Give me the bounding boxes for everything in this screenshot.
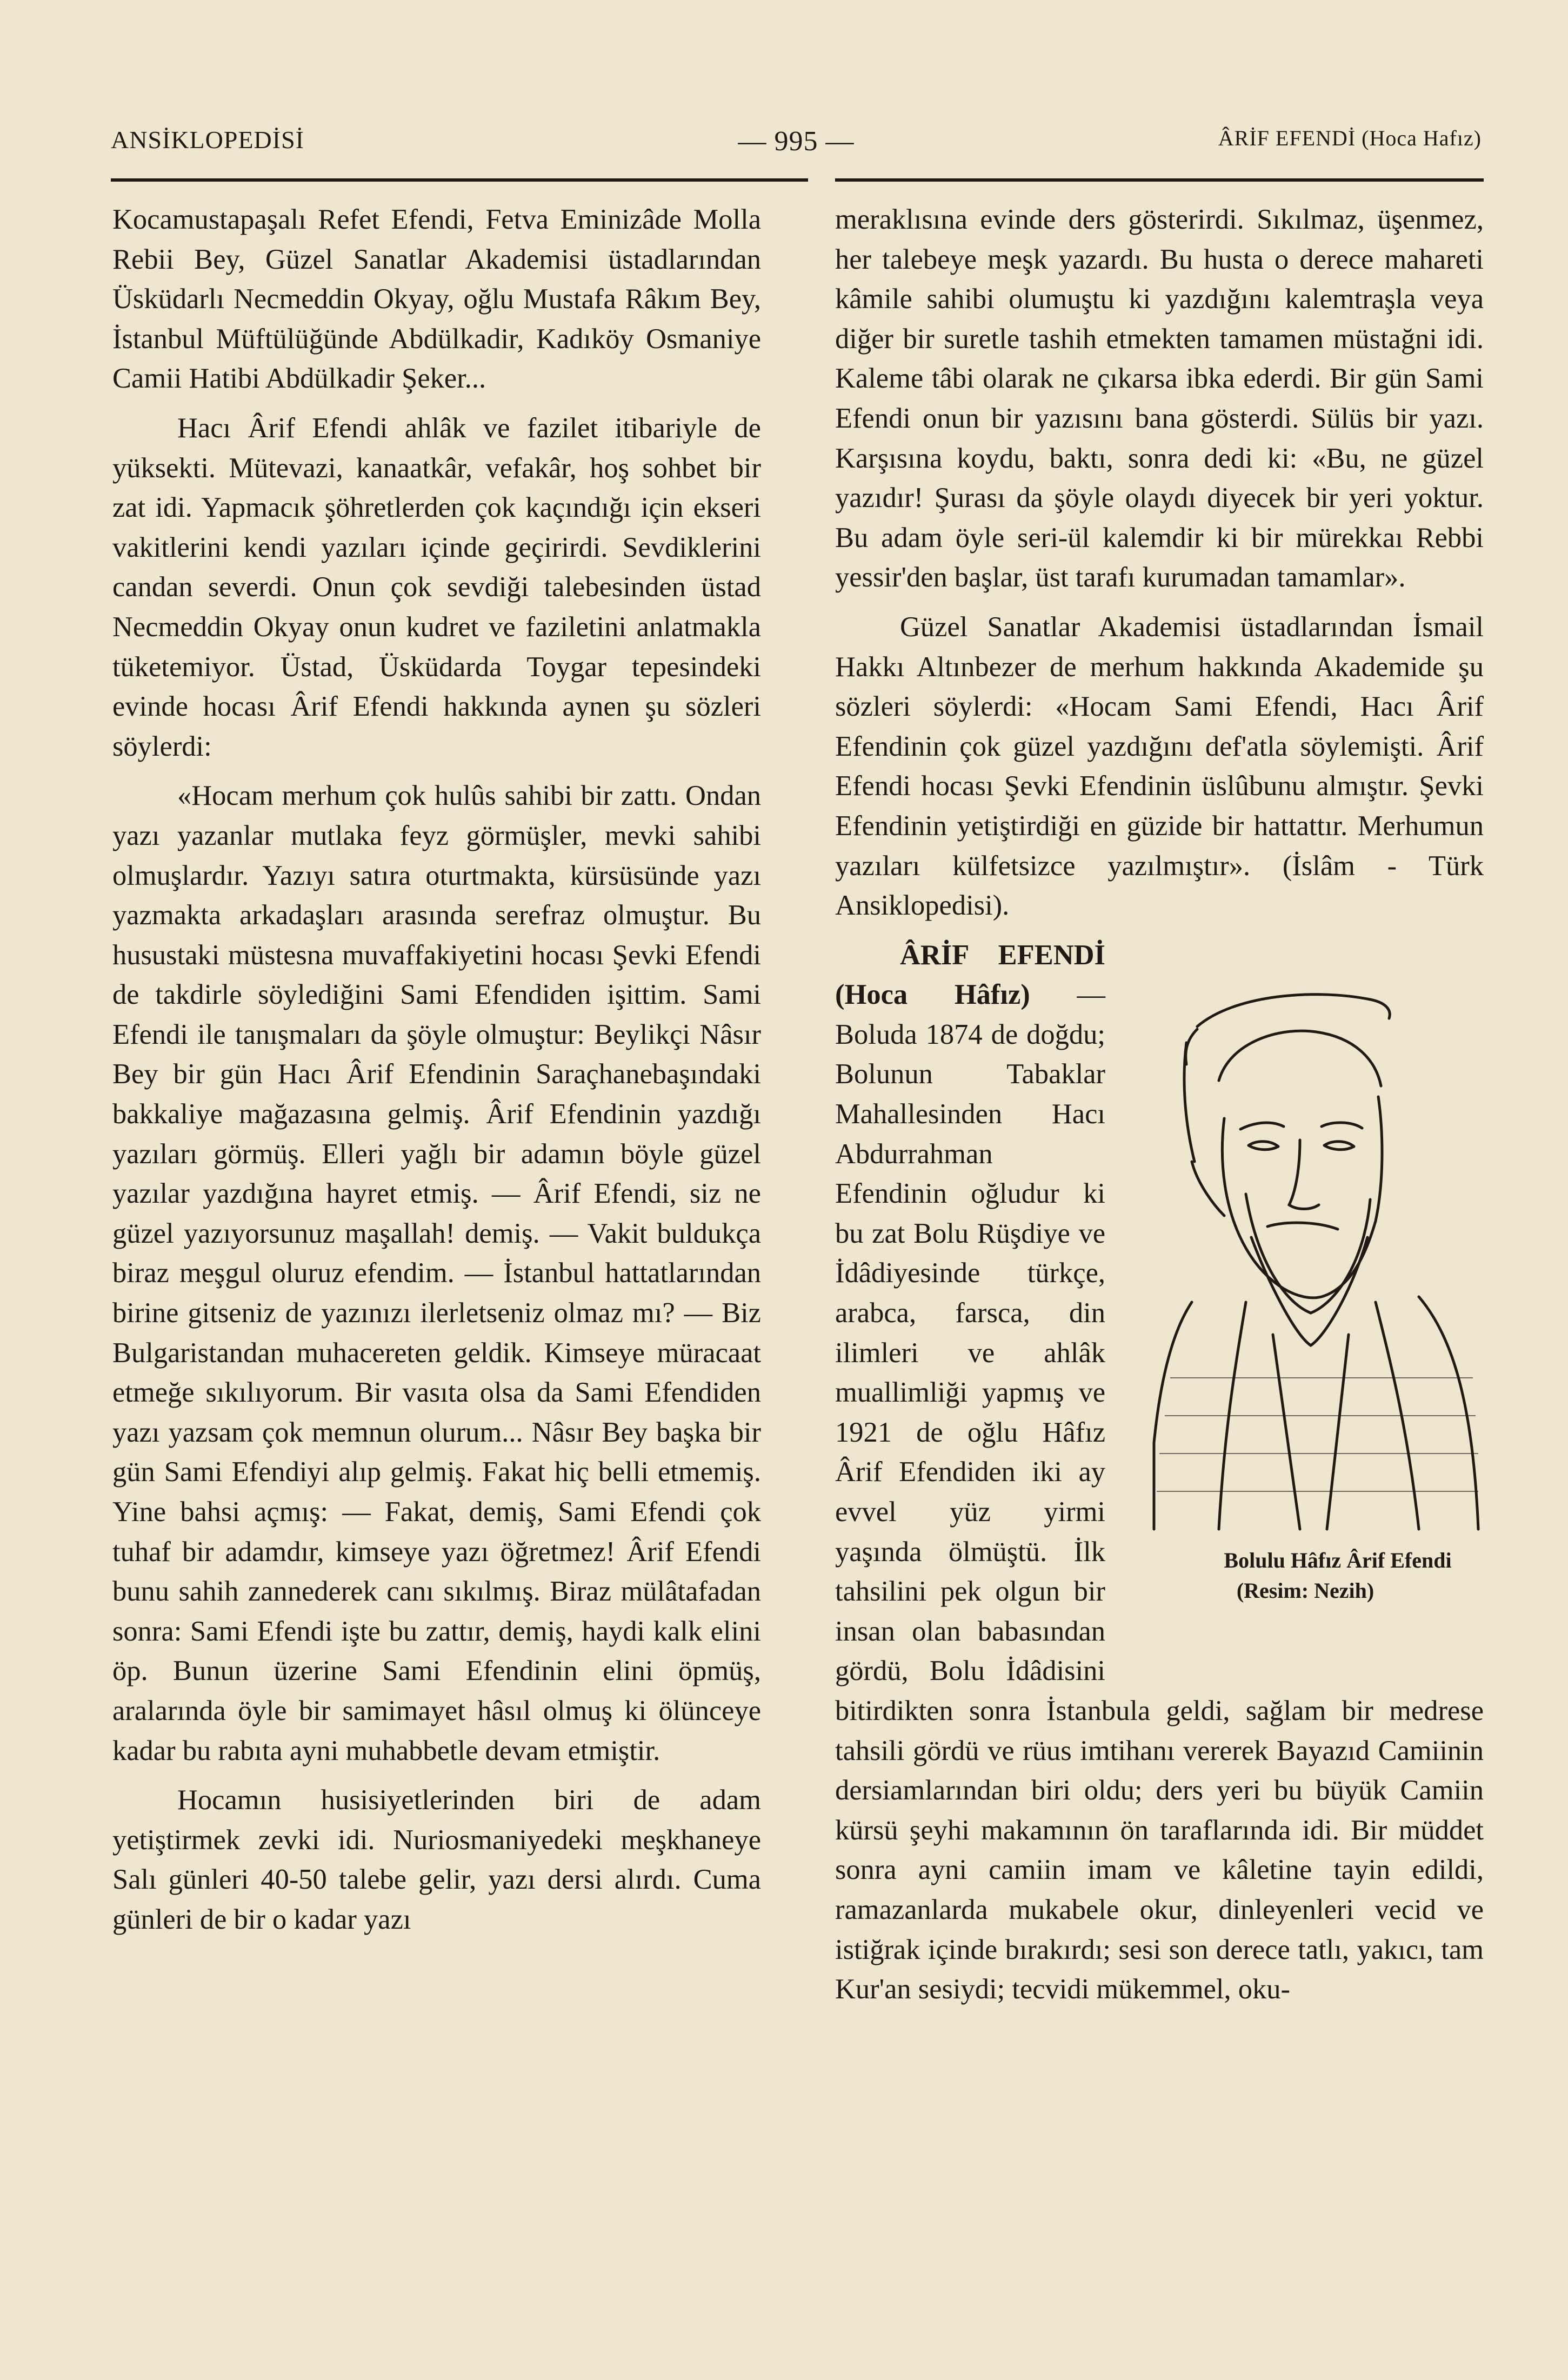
paragraph: Güzel Sanatlar Akademisi üstadlarından İsmail Hakkı Altınbezer de merhum hakkında Akademide şu sözleri söylerdi: «Hocam Sami Efendi, Hacı Ârif Efendinin çok güzel yazdığını def'atla söylemişti. Ârif Efendi hocası Şevki Efendinin üslûbunu almıştır. Şevki Efendinin yetiştirdiği en güzide bir hattattır. Merhumun yazıları külfetsizce yazılmıştır». (İslâm - Türk Ansiklopedisi). bbox=[835, 611, 1484, 922]
paragraph: Kocamustapaşalı Refet Efendi, Fetva Eminizâde Molla Rebii Bey, Güzel Sanatlar Akademisi üstadlarından Üsküdarlı Necmeddin Okyay, oğlu Mustafa Râkım Bey, İstanbul Müftülüğünde Abdülkadir, Kadıköy Osmaniye Camii Hatibi Abdülkadir Şeker... bbox=[112, 204, 761, 395]
paragraph: meraklısına evinde ders gösterirdi. Sıkılmaz, üşenmez, her talebeye meşk yazardı. Bu husta o derece mahareti kâmile sahibi olumuştu ki yazdığını kalemtraşla veya diğer bir suretle tashih etmekten tamamen müstağni idi. Kaleme tâbi olarak ne çıkarsa ibka ederdi. Bir gün Sami Efendi onun bir yazısını bana gösterdi. Sülüs bir yazı. Karşısına koydu, baktı, sonra dedi ki: «Bu, ne güzel yazıdır! Şurası da şöyle olaydı diyecek bir yeri yoktur. Bu adam öyle seri-ül kalemdir ki bir mürekkaı Rebbi yessir'den başlar, üst tarafı kurumadan tamamlar». bbox=[835, 204, 1484, 594]
header-rule-left bbox=[111, 178, 808, 182]
header-right: ÂRİF EFENDİ (Hoca Hafız) bbox=[1218, 126, 1482, 150]
figure bbox=[1127, 940, 1484, 1691]
entry-paragraph bbox=[835, 936, 1484, 2010]
page-number: — 995 — bbox=[738, 126, 855, 157]
left-column bbox=[112, 200, 761, 1950]
right-column bbox=[835, 200, 1484, 2019]
portrait-illustration bbox=[1138, 956, 1484, 1535]
header-rule-right bbox=[835, 178, 1484, 182]
paragraph: Hacı Ârif Efendi ahlâk ve fazilet itibariyle de yüksekti. Mütevazi, kanaatkâr, vefakâr, hoş sohbet bir zat idi. Yapmacık şöhretlerden çok kaçındığı için ekseri vakitlerini kendi yazıları içinde geçirirdi. Sevdiklerini candan severdi. Onun çok sevdiği talebesinden üstad Necmeddin Okyay onun kudret ve faziletini anlatmakla tüketemiyor. Üstad, Üsküdarda Toygar tepesindeki evinde hocası Ârif Efendi hakkında aynen şu sözleri söylerdi: bbox=[112, 412, 761, 762]
portrait-caption: Bolulu Hâfız Ârif Efendi (Resim: Nezih) bbox=[1224, 1548, 1452, 1603]
page-header bbox=[111, 125, 1482, 163]
entry-title: ÂRİF EFENDİ (Hoca Hâfız) bbox=[835, 939, 1105, 1011]
paragraph: «Hocam merhum çok hulûs sahibi bir zattı. Ondan yazı yazanlar mutlaka feyz görmüşler, mevki sahibi olmuşlardır. Yazıyı satıra oturtmakta, kürsüsünde yazı yazmakta arkadaşları arasında serefraz olmuştur. Bu husustaki müstesna muvaffakiyetini hocası Şevki Efendi de takdirle söylediğini Sami Efendiden işittim. Sami Efendi ile tanışmaları da şöyle olmuştur: Beylikçi Nâsır Bey bir gün Hacı Ârif Efendinin Saraçhanebaşındaki bakkaliye mağazasına gelmiş. Ârif Efendinin yazdığı yazıları görmüş. Elleri yağlı bir adamın böyle güzel yazılar yazdığına hayret etmiş. — Ârif Efendi, siz ne güzel yazıyorsunuz maşallah! demiş. — Vakit buldukça biraz meşgul oluruz efendim. — İstanbul hattatlarından birine gitseniz de yazınızı ilerletseniz olmaz mı? — Biz Bulgaristandan muhacereten geldik. Kimseye müracaat etmeğe sıkılıyorum. Bir vasıta olsa da Sami Efendiden yazı yazsam çok memnun olurum... Nâsır Bey başka bir gün Sami Efendiyi alıp gelmiş. Fakat hiç belli etmemiş. Yine bahsi açmış: — Fakat, demiş, Sami Efendi çok tuhaf bir adamdır, kimseye yazı öğretmez! Ârif Efendi bunu sahih zannederek canı sıkılmış. Biraz mülâtafadan sonra: Sami Efendi işte bu zattır, demiş, haydi kalk elini öp. Bunun üzerine Sami Efendinin elini öpmüş, aralarında öyle bir samimayet hâsıl olmuş ki ölünceye kadar bu rabıta ayni muhabbetle devam etmiştir. bbox=[112, 780, 761, 1766]
header-left: ANSİKLOPEDİSİ bbox=[111, 126, 304, 154]
entry-text: — Boluda 1874 de doğdu; Bolunun Tabaklar Mahallesinden Hacı Abdurrahman Efendinin oğludur ki bu zat Bolu Rüşdiye ve İdâdiyesinde türkçe, arabca, farsca, din ilimleri ve ahlâk muallimliği yapmış ve 1921 de oğlu Hâfız Ârif Efendiden iki ay evvel yüz yirmi yaşında ölmüştü. İlk tahsilini pek olgun bir insan olan babasından gördü, Bolu İdâdisini bitirdikten sonra İstanbula geldi, sağlam bir medrese tahsili gördü ve rüus imtihanı vererek Bayazıd Camiinin dersiamlarından biri oldu; ders yeri bu büyük Camiin kürsü şeyhi makamının ön taraflarında idi. Bir müddet sonra ayni camiin imam ve kâletine tayin edildi, ramazanlarda mukabele okur, dinleyenleri vecid ve istiğrak içinde bırakırdı; sesi son derece tatlı, yakıcı, tam Kur'an sesiydi; tecvidi mükemmel, oku- bbox=[835, 979, 1484, 2005]
paragraph: Hocamın husisiyetlerinden biri de adam yetiştirmek zevki idi. Nuriosmaniyedeki meşkhaneye Salı günleri 40-50 talebe gelir, yazı dersi alırdı. Cuma günleri de bir o kadar yazı bbox=[112, 1784, 761, 1935]
